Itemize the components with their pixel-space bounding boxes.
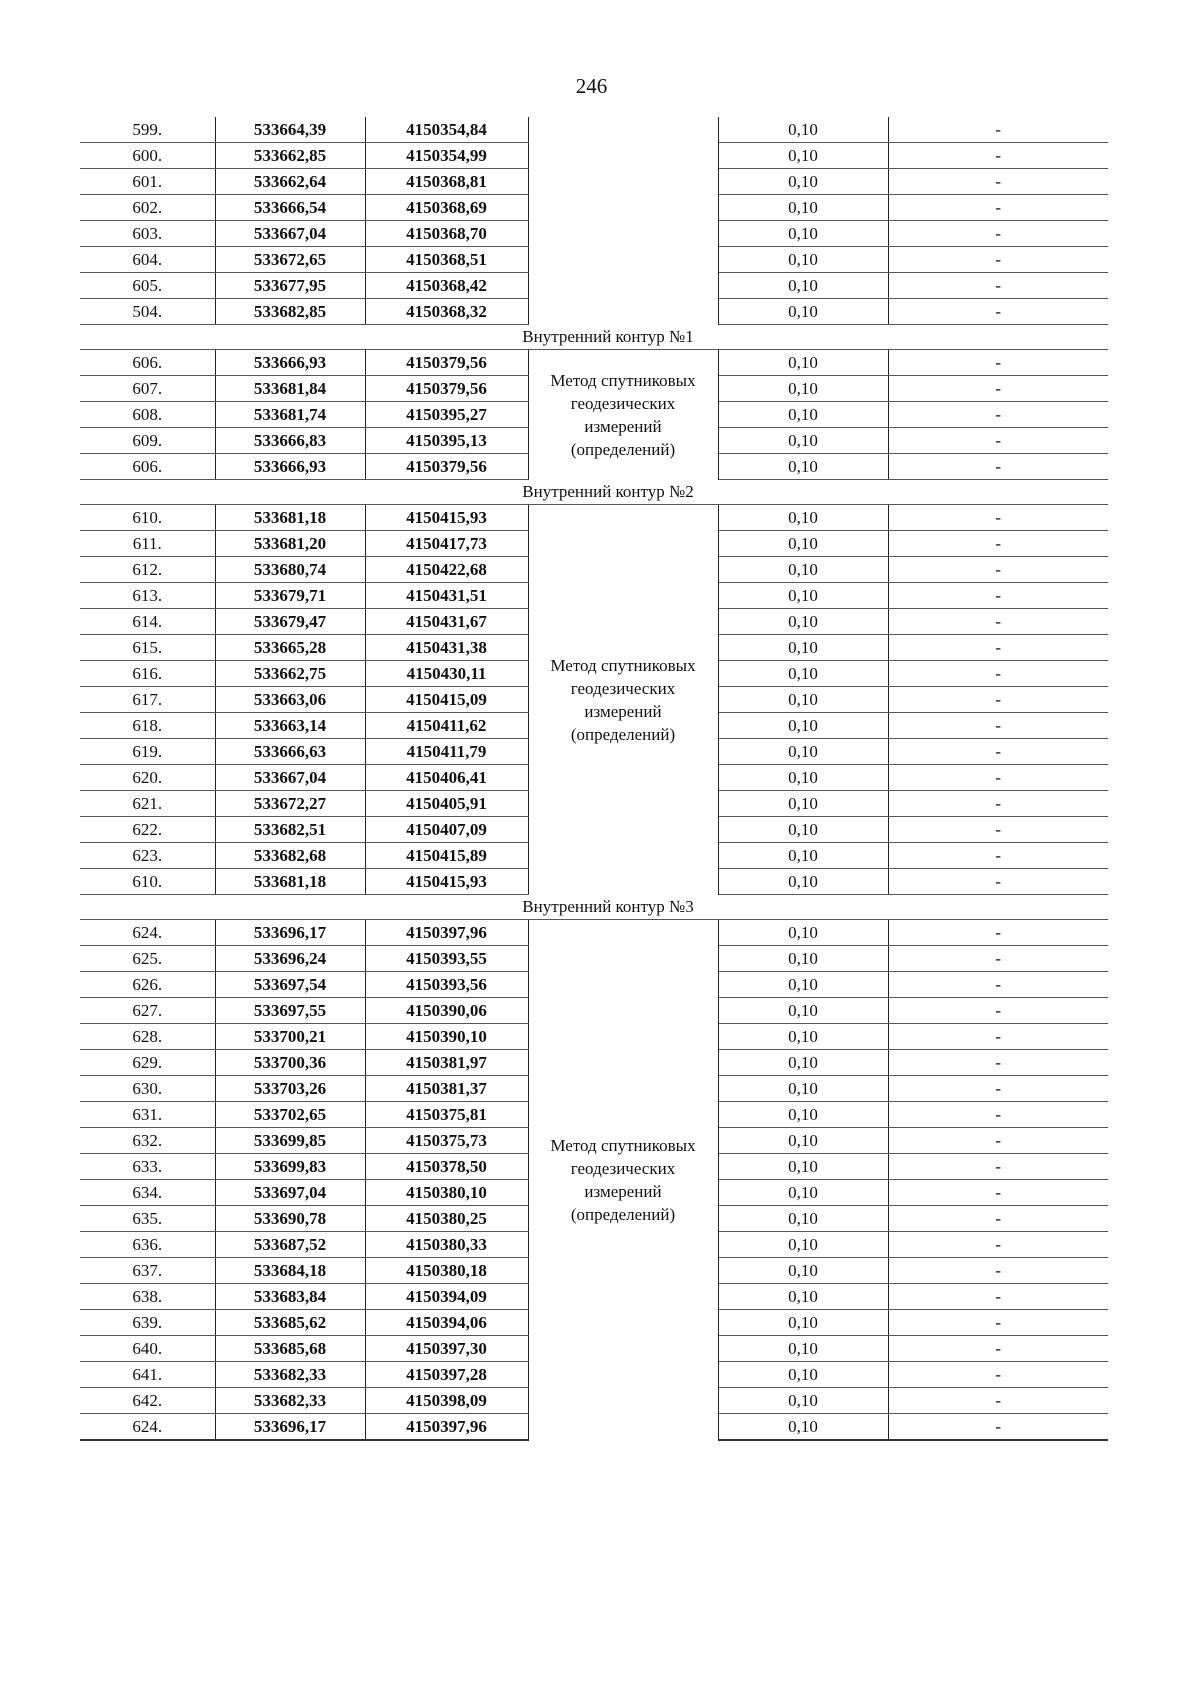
- y-coordinate-cell: 4150397,96: [365, 920, 528, 946]
- x-coordinate-cell: 533681,74: [215, 402, 365, 428]
- x-coordinate-cell: 533696,24: [215, 946, 365, 972]
- y-coordinate-cell: 4150397,96: [365, 1414, 528, 1441]
- y-coordinate-cell: 4150393,56: [365, 972, 528, 998]
- table-row: [80, 505, 1108, 531]
- x-coordinate-cell: 533690,78: [215, 1206, 365, 1232]
- coordinates-table-body: [80, 117, 1108, 1440]
- x-coordinate-cell: 533679,71: [215, 583, 365, 609]
- description-cell: -: [888, 1310, 1108, 1336]
- accuracy-cell: 0,10: [718, 1024, 888, 1050]
- description-cell: -: [888, 299, 1108, 325]
- description-cell: -: [888, 428, 1108, 454]
- x-coordinate-cell: 533665,28: [215, 635, 365, 661]
- description-cell: -: [888, 1388, 1108, 1414]
- x-coordinate-cell: 533703,26: [215, 1076, 365, 1102]
- accuracy-cell: 0,10: [718, 843, 888, 869]
- description-cell: -: [888, 869, 1108, 895]
- table-row: [80, 117, 1108, 143]
- method-cell: [528, 117, 718, 325]
- accuracy-cell: 0,10: [718, 376, 888, 402]
- point-number-cell: 641.: [80, 1362, 215, 1388]
- point-number-cell: 611.: [80, 531, 215, 557]
- y-coordinate-cell: 4150380,10: [365, 1180, 528, 1206]
- y-coordinate-cell: 4150375,81: [365, 1102, 528, 1128]
- description-cell: -: [888, 221, 1108, 247]
- method-cell: [528, 920, 718, 1441]
- point-number-cell: 636.: [80, 1232, 215, 1258]
- description-cell: -: [888, 1206, 1108, 1232]
- description-cell: -: [888, 946, 1108, 972]
- x-coordinate-cell: 533662,64: [215, 169, 365, 195]
- accuracy-cell: 0,10: [718, 531, 888, 557]
- point-number-cell: 610.: [80, 505, 215, 531]
- y-coordinate-cell: 4150390,06: [365, 998, 528, 1024]
- x-coordinate-cell: 533700,36: [215, 1050, 365, 1076]
- accuracy-cell: 0,10: [718, 1154, 888, 1180]
- x-coordinate-cell: 533662,85: [215, 143, 365, 169]
- description-cell: -: [888, 583, 1108, 609]
- description-cell: -: [888, 1180, 1108, 1206]
- point-number-cell: 625.: [80, 946, 215, 972]
- accuracy-cell: 0,10: [718, 687, 888, 713]
- description-cell: -: [888, 1336, 1108, 1362]
- point-number-cell: 613.: [80, 583, 215, 609]
- point-number-cell: 618.: [80, 713, 215, 739]
- x-coordinate-cell: 533672,65: [215, 247, 365, 273]
- x-coordinate-cell: 533696,17: [215, 1414, 365, 1441]
- description-cell: -: [888, 402, 1108, 428]
- description-cell: -: [888, 1258, 1108, 1284]
- point-number-cell: 633.: [80, 1154, 215, 1180]
- point-number-cell: 600.: [80, 143, 215, 169]
- accuracy-cell: 0,10: [718, 1414, 888, 1441]
- y-coordinate-cell: 4150390,10: [365, 1024, 528, 1050]
- description-cell: -: [888, 739, 1108, 765]
- x-coordinate-cell: 533682,51: [215, 817, 365, 843]
- description-cell: -: [888, 687, 1108, 713]
- method-text: Метод спутниковых геодезических измерений (определений): [550, 1136, 696, 1224]
- y-coordinate-cell: 4150368,42: [365, 273, 528, 299]
- y-coordinate-cell: 4150379,56: [365, 376, 528, 402]
- x-coordinate-cell: 533667,04: [215, 221, 365, 247]
- y-coordinate-cell: 4150431,51: [365, 583, 528, 609]
- accuracy-cell: 0,10: [718, 817, 888, 843]
- x-coordinate-cell: 533702,65: [215, 1102, 365, 1128]
- x-coordinate-cell: 533664,39: [215, 117, 365, 143]
- point-number-cell: 606.: [80, 350, 215, 376]
- x-coordinate-cell: 533697,54: [215, 972, 365, 998]
- accuracy-cell: 0,10: [718, 1076, 888, 1102]
- accuracy-cell: 0,10: [718, 143, 888, 169]
- accuracy-cell: 0,10: [718, 402, 888, 428]
- contour-title-cell: [80, 480, 1108, 505]
- x-coordinate-cell: 533666,83: [215, 428, 365, 454]
- y-coordinate-cell: 4150430,11: [365, 661, 528, 687]
- accuracy-cell: 0,10: [718, 583, 888, 609]
- x-coordinate-cell: 533682,33: [215, 1362, 365, 1388]
- point-number-cell: 626.: [80, 972, 215, 998]
- point-number-cell: 605.: [80, 273, 215, 299]
- accuracy-cell: 0,10: [718, 117, 888, 143]
- y-coordinate-cell: 4150431,38: [365, 635, 528, 661]
- point-number-cell: 639.: [80, 1310, 215, 1336]
- accuracy-cell: 0,10: [718, 1102, 888, 1128]
- y-coordinate-cell: 4150415,93: [365, 869, 528, 895]
- description-cell: -: [888, 169, 1108, 195]
- accuracy-cell: 0,10: [718, 195, 888, 221]
- accuracy-cell: 0,10: [718, 1284, 888, 1310]
- accuracy-cell: 0,10: [718, 247, 888, 273]
- accuracy-cell: 0,10: [718, 713, 888, 739]
- description-cell: -: [888, 505, 1108, 531]
- y-coordinate-cell: 4150422,68: [365, 557, 528, 583]
- y-coordinate-cell: 4150394,09: [365, 1284, 528, 1310]
- y-coordinate-cell: 4150415,09: [365, 687, 528, 713]
- description-cell: -: [888, 454, 1108, 480]
- x-coordinate-cell: 533666,93: [215, 350, 365, 376]
- x-coordinate-cell: 533700,21: [215, 1024, 365, 1050]
- point-number-cell: 629.: [80, 1050, 215, 1076]
- description-cell: -: [888, 247, 1108, 273]
- point-number-cell: 504.: [80, 299, 215, 325]
- point-number-cell: 637.: [80, 1258, 215, 1284]
- x-coordinate-cell: 533684,18: [215, 1258, 365, 1284]
- accuracy-cell: 0,10: [718, 739, 888, 765]
- point-number-cell: 603.: [80, 221, 215, 247]
- y-coordinate-cell: 4150380,33: [365, 1232, 528, 1258]
- point-number-cell: 606.: [80, 454, 215, 480]
- y-coordinate-cell: 4150395,27: [365, 402, 528, 428]
- y-coordinate-cell: 4150415,93: [365, 505, 528, 531]
- y-coordinate-cell: 4150380,25: [365, 1206, 528, 1232]
- point-number-cell: 602.: [80, 195, 215, 221]
- y-coordinate-cell: 4150381,97: [365, 1050, 528, 1076]
- x-coordinate-cell: 533667,04: [215, 765, 365, 791]
- contour-section-row: [80, 895, 1108, 920]
- point-number-cell: 610.: [80, 869, 215, 895]
- contour-title: Внутренний контур №1: [522, 327, 694, 346]
- point-number-cell: 601.: [80, 169, 215, 195]
- y-coordinate-cell: 4150417,73: [365, 531, 528, 557]
- method-cell: [528, 505, 718, 895]
- description-cell: -: [888, 609, 1108, 635]
- x-coordinate-cell: 533696,17: [215, 920, 365, 946]
- x-coordinate-cell: 533663,14: [215, 713, 365, 739]
- description-cell: -: [888, 1024, 1108, 1050]
- accuracy-cell: 0,10: [718, 1258, 888, 1284]
- method-text: Метод спутниковых геодезических измерений (определений): [550, 655, 696, 744]
- accuracy-cell: 0,10: [718, 791, 888, 817]
- point-number-cell: 619.: [80, 739, 215, 765]
- description-cell: -: [888, 635, 1108, 661]
- accuracy-cell: 0,10: [718, 273, 888, 299]
- y-coordinate-cell: 4150379,56: [365, 350, 528, 376]
- x-coordinate-cell: 533666,93: [215, 454, 365, 480]
- description-cell: -: [888, 143, 1108, 169]
- accuracy-cell: 0,10: [718, 1232, 888, 1258]
- accuracy-cell: 0,10: [718, 505, 888, 531]
- point-number-cell: 642.: [80, 1388, 215, 1414]
- description-cell: -: [888, 998, 1108, 1024]
- point-number-cell: 604.: [80, 247, 215, 273]
- x-coordinate-cell: 533685,62: [215, 1310, 365, 1336]
- x-coordinate-cell: 533679,47: [215, 609, 365, 635]
- accuracy-cell: 0,10: [718, 998, 888, 1024]
- accuracy-cell: 0,10: [718, 1336, 888, 1362]
- y-coordinate-cell: 4150393,55: [365, 946, 528, 972]
- point-number-cell: 620.: [80, 765, 215, 791]
- point-number-cell: 599.: [80, 117, 215, 143]
- description-cell: -: [888, 1076, 1108, 1102]
- point-number-cell: 627.: [80, 998, 215, 1024]
- point-number-cell: 621.: [80, 791, 215, 817]
- x-coordinate-cell: 533662,75: [215, 661, 365, 687]
- x-coordinate-cell: 533681,20: [215, 531, 365, 557]
- description-cell: -: [888, 376, 1108, 402]
- y-coordinate-cell: 4150397,30: [365, 1336, 528, 1362]
- table-row: [80, 350, 1108, 376]
- point-number-cell: 628.: [80, 1024, 215, 1050]
- point-number-cell: 634.: [80, 1180, 215, 1206]
- x-coordinate-cell: 533666,63: [215, 739, 365, 765]
- accuracy-cell: 0,10: [718, 946, 888, 972]
- accuracy-cell: 0,10: [718, 869, 888, 895]
- y-coordinate-cell: 4150381,37: [365, 1076, 528, 1102]
- description-cell: -: [888, 350, 1108, 376]
- point-number-cell: 616.: [80, 661, 215, 687]
- x-coordinate-cell: 533666,54: [215, 195, 365, 221]
- contour-section-row: [80, 325, 1108, 350]
- y-coordinate-cell: 4150394,06: [365, 1310, 528, 1336]
- point-number-cell: 624.: [80, 920, 215, 946]
- x-coordinate-cell: 533682,68: [215, 843, 365, 869]
- point-number-cell: 607.: [80, 376, 215, 402]
- point-number-cell: 612.: [80, 557, 215, 583]
- description-cell: -: [888, 117, 1108, 143]
- description-cell: -: [888, 661, 1108, 687]
- method-cell: [528, 350, 718, 480]
- x-coordinate-cell: 533699,85: [215, 1128, 365, 1154]
- y-coordinate-cell: 4150431,67: [365, 609, 528, 635]
- description-cell: -: [888, 531, 1108, 557]
- accuracy-cell: 0,10: [718, 1128, 888, 1154]
- accuracy-cell: 0,10: [718, 557, 888, 583]
- x-coordinate-cell: 533681,18: [215, 505, 365, 531]
- y-coordinate-cell: 4150379,56: [365, 454, 528, 480]
- y-coordinate-cell: 4150411,79: [365, 739, 528, 765]
- point-number-cell: 609.: [80, 428, 215, 454]
- accuracy-cell: 0,10: [718, 635, 888, 661]
- x-coordinate-cell: 533685,68: [215, 1336, 365, 1362]
- page-number: 246: [575, 74, 608, 98]
- accuracy-cell: 0,10: [718, 221, 888, 247]
- x-coordinate-cell: 533672,27: [215, 791, 365, 817]
- point-number-cell: 623.: [80, 843, 215, 869]
- y-coordinate-cell: 4150380,18: [365, 1258, 528, 1284]
- accuracy-cell: 0,10: [718, 609, 888, 635]
- accuracy-cell: 0,10: [718, 1310, 888, 1336]
- point-number-cell: 635.: [80, 1206, 215, 1232]
- y-coordinate-cell: 4150407,09: [365, 817, 528, 843]
- description-cell: -: [888, 1284, 1108, 1310]
- x-coordinate-cell: 533683,84: [215, 1284, 365, 1310]
- y-coordinate-cell: 4150354,84: [365, 117, 528, 143]
- y-coordinate-cell: 4150354,99: [365, 143, 528, 169]
- accuracy-cell: 0,10: [718, 454, 888, 480]
- description-cell: -: [888, 791, 1108, 817]
- y-coordinate-cell: 4150397,28: [365, 1362, 528, 1388]
- accuracy-cell: 0,10: [718, 1362, 888, 1388]
- x-coordinate-cell: 533682,33: [215, 1388, 365, 1414]
- contour-title-cell: [80, 325, 1108, 350]
- description-cell: -: [888, 843, 1108, 869]
- contour-section-row: [80, 480, 1108, 505]
- y-coordinate-cell: 4150405,91: [365, 791, 528, 817]
- description-cell: -: [888, 1414, 1108, 1441]
- description-cell: -: [888, 1362, 1108, 1388]
- x-coordinate-cell: 533663,06: [215, 687, 365, 713]
- x-coordinate-cell: 533697,55: [215, 998, 365, 1024]
- description-cell: -: [888, 1102, 1108, 1128]
- y-coordinate-cell: 4150395,13: [365, 428, 528, 454]
- accuracy-cell: 0,10: [718, 169, 888, 195]
- y-coordinate-cell: 4150406,41: [365, 765, 528, 791]
- point-number-cell: 638.: [80, 1284, 215, 1310]
- y-coordinate-cell: 4150375,73: [365, 1128, 528, 1154]
- accuracy-cell: 0,10: [718, 1180, 888, 1206]
- point-number-cell: 624.: [80, 1414, 215, 1441]
- point-number-cell: 632.: [80, 1128, 215, 1154]
- accuracy-cell: 0,10: [718, 765, 888, 791]
- point-number-cell: 622.: [80, 817, 215, 843]
- y-coordinate-cell: 4150368,81: [365, 169, 528, 195]
- point-number-cell: 614.: [80, 609, 215, 635]
- x-coordinate-cell: 533681,84: [215, 376, 365, 402]
- x-coordinate-cell: 533697,04: [215, 1180, 365, 1206]
- point-number-cell: 630.: [80, 1076, 215, 1102]
- x-coordinate-cell: 533681,18: [215, 869, 365, 895]
- y-coordinate-cell: 4150368,51: [365, 247, 528, 273]
- accuracy-cell: 0,10: [718, 428, 888, 454]
- description-cell: -: [888, 1154, 1108, 1180]
- y-coordinate-cell: 4150368,70: [365, 221, 528, 247]
- y-coordinate-cell: 4150398,09: [365, 1388, 528, 1414]
- point-number-cell: 640.: [80, 1336, 215, 1362]
- description-cell: -: [888, 817, 1108, 843]
- accuracy-cell: 0,10: [718, 920, 888, 946]
- coordinates-table: [80, 117, 1108, 1441]
- description-cell: -: [888, 1050, 1108, 1076]
- description-cell: -: [888, 713, 1108, 739]
- description-cell: -: [888, 765, 1108, 791]
- table-row: [80, 920, 1108, 946]
- contour-title: Внутренний контур №2: [522, 482, 694, 501]
- accuracy-cell: 0,10: [718, 299, 888, 325]
- description-cell: -: [888, 920, 1108, 946]
- x-coordinate-cell: 533680,74: [215, 557, 365, 583]
- description-cell: -: [888, 1232, 1108, 1258]
- description-cell: -: [888, 195, 1108, 221]
- y-coordinate-cell: 4150378,50: [365, 1154, 528, 1180]
- y-coordinate-cell: 4150368,32: [365, 299, 528, 325]
- point-number-cell: 608.: [80, 402, 215, 428]
- y-coordinate-cell: 4150411,62: [365, 713, 528, 739]
- description-cell: -: [888, 972, 1108, 998]
- description-cell: -: [888, 557, 1108, 583]
- accuracy-cell: 0,10: [718, 661, 888, 687]
- point-number-cell: 617.: [80, 687, 215, 713]
- contour-title: Внутренний контур №3: [522, 897, 694, 916]
- accuracy-cell: 0,10: [718, 1388, 888, 1414]
- method-text: Метод спутниковых геодезических измерений (определений): [550, 370, 696, 459]
- x-coordinate-cell: 533687,52: [215, 1232, 365, 1258]
- accuracy-cell: 0,10: [718, 972, 888, 998]
- description-cell: -: [888, 273, 1108, 299]
- accuracy-cell: 0,10: [718, 1206, 888, 1232]
- description-cell: -: [888, 1128, 1108, 1154]
- contour-title-cell: [80, 895, 1108, 920]
- point-number-cell: 631.: [80, 1102, 215, 1128]
- point-number-cell: 615.: [80, 635, 215, 661]
- x-coordinate-cell: 533682,85: [215, 299, 365, 325]
- y-coordinate-cell: 4150368,69: [365, 195, 528, 221]
- accuracy-cell: 0,10: [718, 350, 888, 376]
- y-coordinate-cell: 4150415,89: [365, 843, 528, 869]
- accuracy-cell: 0,10: [718, 1050, 888, 1076]
- x-coordinate-cell: 533699,83: [215, 1154, 365, 1180]
- x-coordinate-cell: 533677,95: [215, 273, 365, 299]
